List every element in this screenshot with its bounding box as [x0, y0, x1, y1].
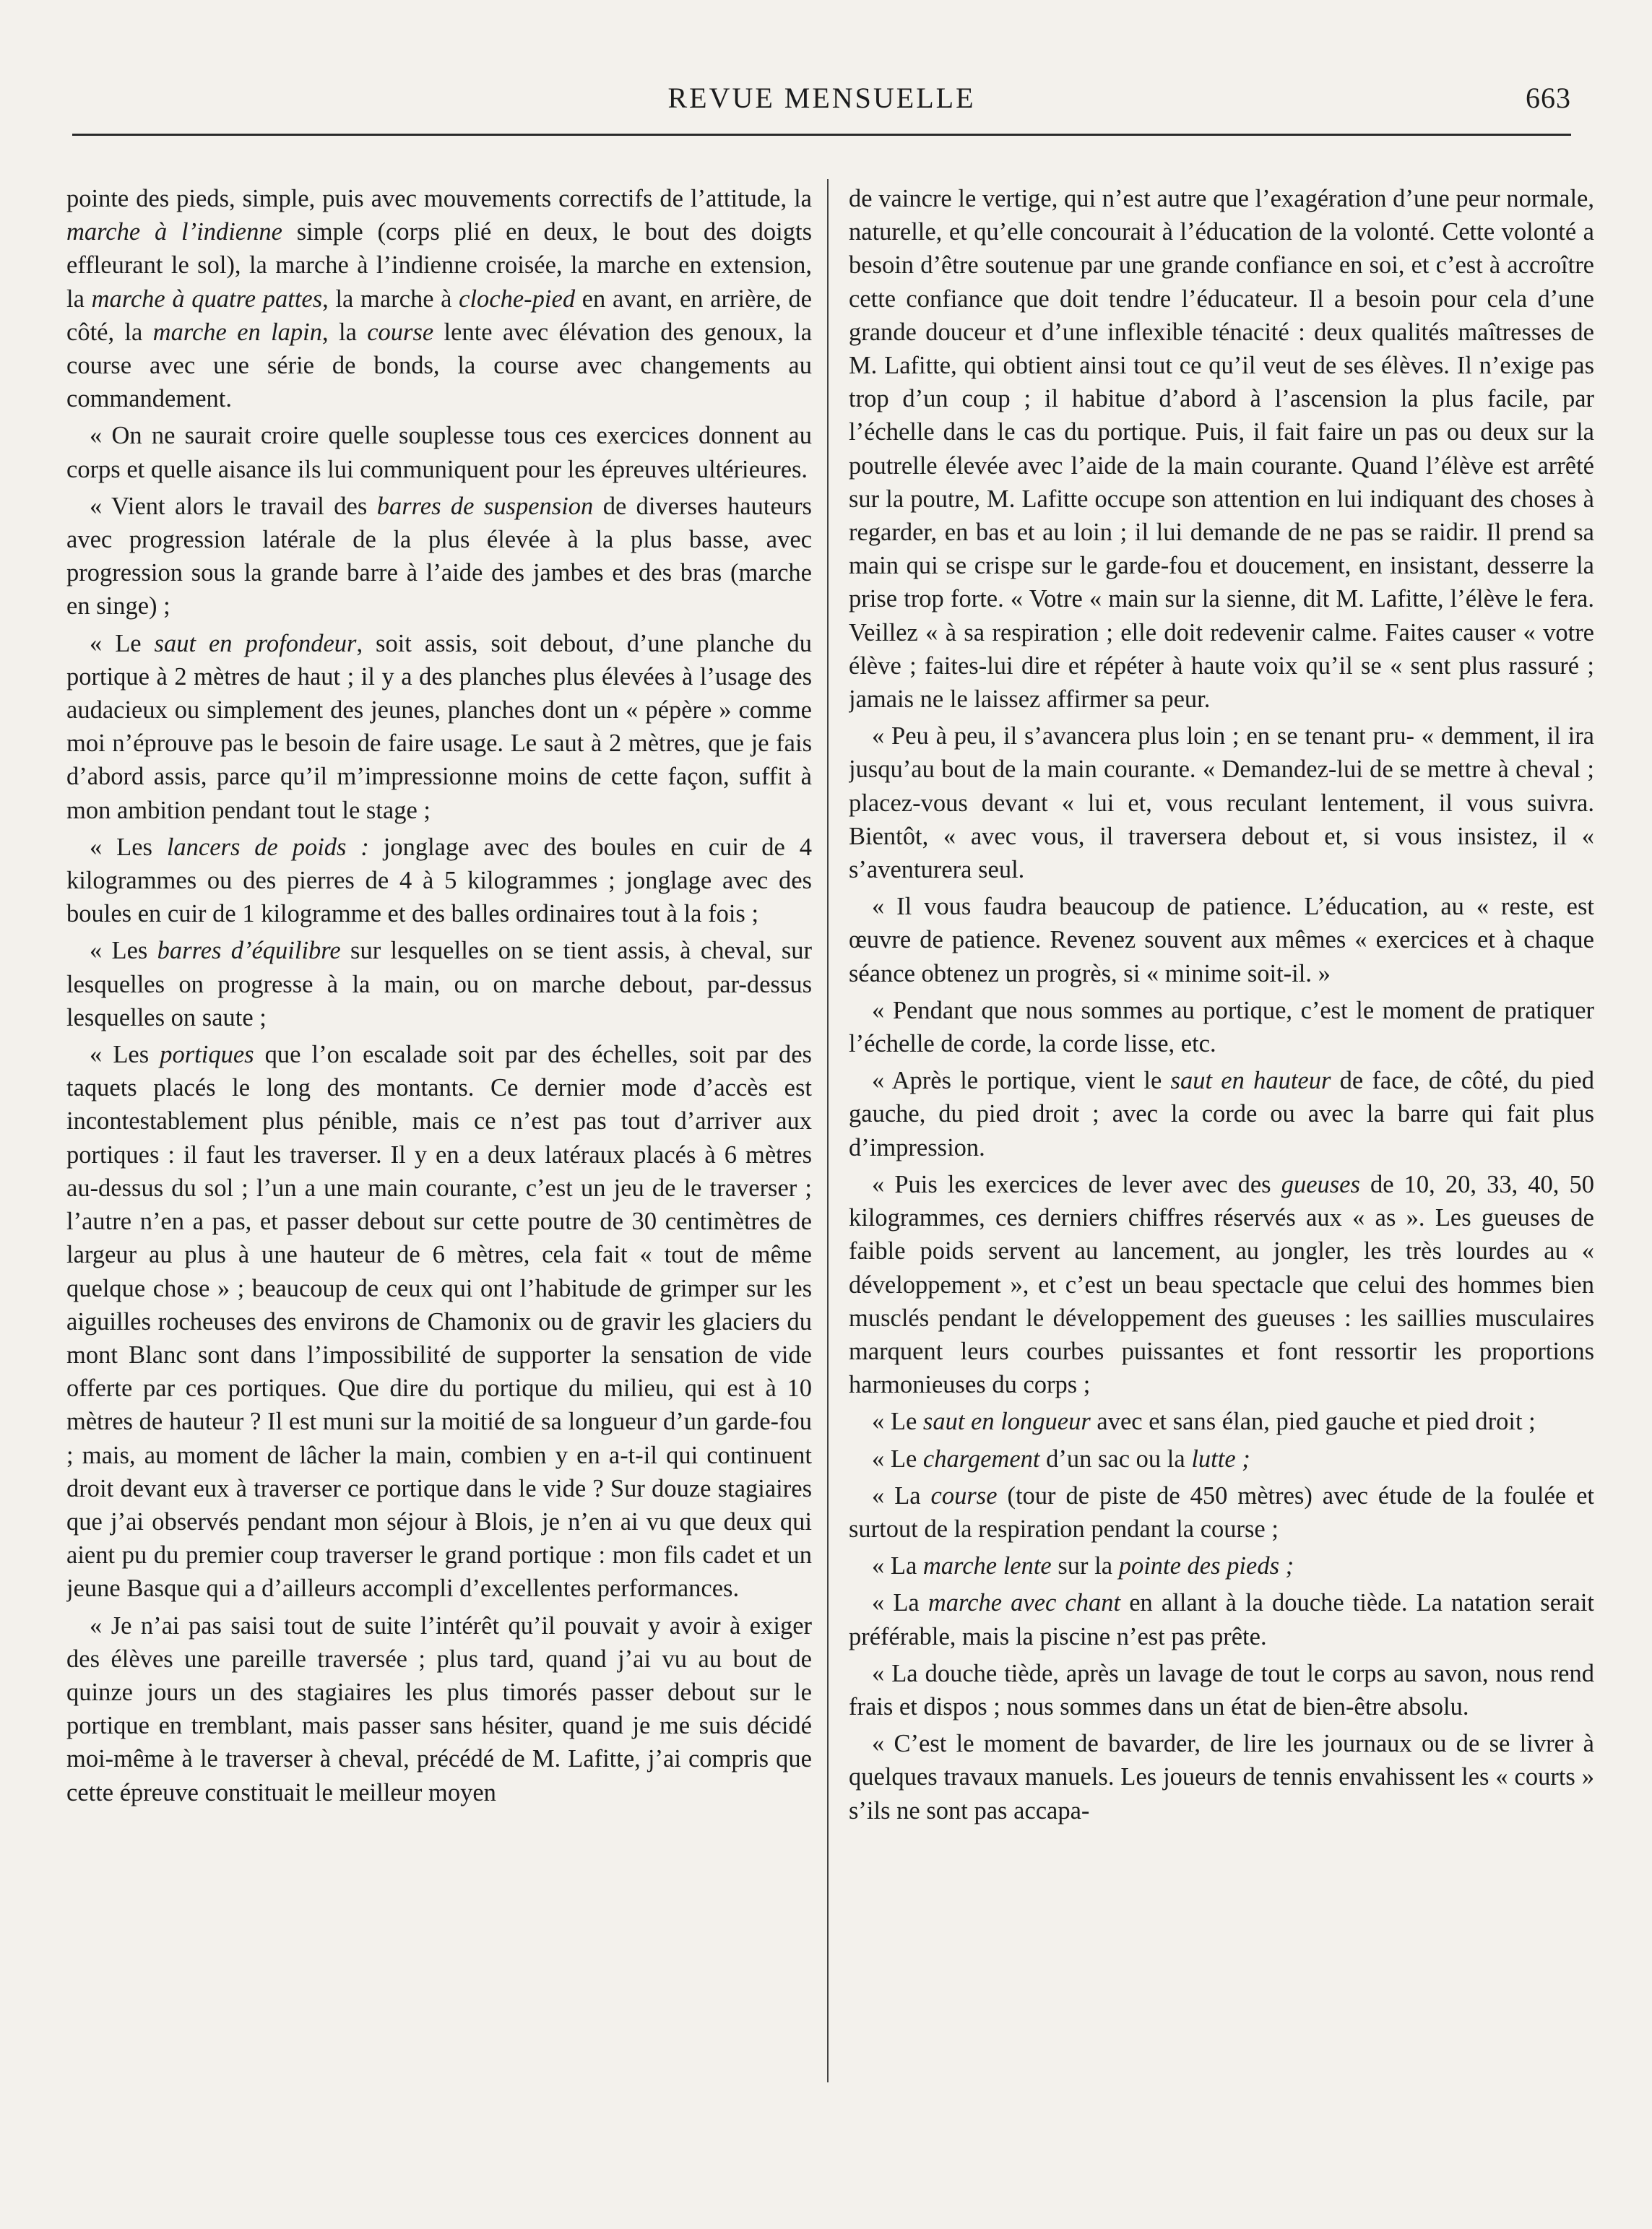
paragraph: « La course (tour de piste de 450 mètres) avec étude de la foulée et surtout de la respiration pendant la course ;	[849, 1481, 1594, 1543]
paragraph: « Puis les exercices de lever avec des gueuses de 10, 20, 33, 40, 50 kilogrammes, ces derniers chiffres réservés aux « as ». Les gueuses de faible poids servent au lancement, au jongler, les très lourdes au « développement », et c’est un beau spectacle que celui des hommes bien musclés pendant le développement des gueuses : les saillies musculaires marquent leurs courbes puissantes et font ressortir les proportions harmonieuses du corps ;	[849, 1170, 1594, 1399]
paragraph: « Les portiques que l’on escalade soit par des échelles, soit par des taquets placés le long des montants. Ce dernier mode d’accès est incontestablement plus pénible, mais ce n’est pas tout d’arriver aux portiques : il faut les traverser. Il y en a deux latéraux placés à 6 mètres au-dessus du sol ; l’un a une main courante, c’est un jeu de le traverser ; l’autre n’en a pas, et passer debout sur cette poutre de 30 centimètres de largeur au plus à une hauteur de 6 mètres, cela fait « tout de même quelque chose » ; beaucoup de ceux qui ont l’habitude de grimper sur les aiguilles rocheuses des environs de Chamonix ou de gravir les glaciers du mont Blanc sont dans l’impossibilité de supporter la sensation de vide offerte par ces portiques. Que dire du portique du milieu, qui est à 10 mètres de hauteur ? Il est muni sur la moitié de sa longueur d’un garde-fou ; mais, au moment de lâcher la main, combien y en a-t-il qui continuent droit devant eux à traverser ce portique dans le vide ? Sur douze stagiaires que j’ai observés pendant mon séjour à Blois, je n’en ai vu que deux qui aient pu du premier coup traverser le grand portique : mon fils cadet et un jeune Basque qui a d’ailleurs accompli d’excellentes performances.	[66, 1041, 812, 1603]
italic-run: chargement	[922, 1445, 1040, 1473]
paragraph: « Je n’ai pas saisi tout de suite l’intérêt qu’il pouvait y avoir à exiger des élèves une pareille traversée ; plus tard, quand j’ai vu au bout de quinze jours un des stagiaires les plus timorés passer debout sur le portique en tremblant, mais passer sans hésiter, quand je me suis décidé moi-même à le traverser à cheval, précédé de M. Lafitte, j’ai compris que cette épreuve constituait le meilleur moyen	[66, 1611, 812, 1806]
italic-run: cloche-pied	[459, 285, 576, 313]
paragraph: de vaincre le vertige, qui n’est autre que l’exagération d’une peur normale, naturelle, et qu’elle concourait à l’éducation de la volonté. Cette volonté a besoin d’être soutenue par une grande confiance en soi, et c’est à accroître cette confiance que doit tendre l’éducateur. Il a besoin pour cela d’une grande douceur et d’une inflexible ténacité : deux qualités maîtresses de M. Lafitte, qui obtient ainsi tout ce qu’il veut de ses élèves. Il n’exige pas trop d’un coup ; il habitue d’abord à l’ascension la plus facile, par l’échelle dans le cas du portique. Puis, il fait faire un pas ou deux sur la poutrelle élevée avec l’aide de la main courante. Quand l’élève est arrêté sur la poutre, M. Lafitte occupe son attention en lui indiquant des choses à regarder, en bas et au loin ; il lui demande de ne pas se raidir. Il prend sa main qui se crispe sur le garde-fou et doucement, en insistant, desserre la prise trop forte. « Votre « main sur la sienne, dit M. Lafitte, l’élève le fera. Veillez « à sa respiration ; elle doit redevenir calme. Faites causer « votre élève ; faites-lui dire et répéter à haute voix qu’il se « sent plus rassuré ; jamais ne le laissez affirmer sa peur.	[849, 185, 1594, 714]
paragraph: « On ne saurait croire quelle souplesse tous ces exercices donnent au corps et quelle aisance ils lui communiquent pour les épreuves ultérieures.	[66, 422, 812, 483]
right-column	[849, 182, 1594, 2089]
italic-run: marche lente	[922, 1552, 1052, 1580]
italic-run: marche avec chant	[927, 1589, 1121, 1617]
paragraph: pointe des pieds, simple, puis avec mouvements correctifs de l’attitude, la marche à l’indienne simple (corps plié en deux, le bout des doigts effleurant le sol), la marche à l’indienne croisée, la marche en extension, la marche à quatre pattes, la marche à cloche-pied en avant, en arrière, de côté, la marche en lapin, la course lente avec élévation des genoux, la course avec une série de bonds, la course avec changements au commandement.	[66, 185, 812, 413]
italic-run: barres d’équilibre	[157, 937, 341, 965]
italic-run: lancers de poids :	[166, 833, 369, 861]
page-number: 663	[1526, 82, 1571, 114]
italic-run: marche en lapin	[152, 318, 323, 346]
italic-run: portiques	[160, 1041, 254, 1069]
italic-run: pointe des pieds ;	[1118, 1552, 1294, 1580]
paragraph: « Les lancers de poids : jonglage avec des boules en cuir de 4 kilogrammes ou des pierres de 4 à 5 kilogrammes ; jonglage avec des boules en cuir de 1 kilogramme et des balles ordinaires tout à la fois ;	[66, 833, 812, 928]
paragraph: « Le saut en longueur avec et sans élan, pied gauche et pied droit ;	[872, 1408, 1536, 1436]
column-divider	[827, 179, 829, 2082]
paragraph: « Les barres d’équilibre sur lesquelles on se tient assis, à cheval, sur lesquelles on progresse à la main, ou on marche debout, par-dessus lesquelles on saute ;	[66, 937, 812, 1031]
italic-run: marche à l’indienne	[66, 218, 282, 246]
italic-run: saut en hauteur	[1170, 1067, 1331, 1095]
paragraph: « La marche lente sur la pointe des pieds ;	[872, 1552, 1294, 1580]
italic-run: course	[367, 318, 434, 346]
italic-run: saut en profondeur	[154, 629, 357, 657]
paragraph: « Pendant que nous sommes au portique, c’est le moment de pratiquer l’échelle de corde, la corde lisse, etc.	[849, 996, 1594, 1058]
header-rule	[72, 134, 1571, 136]
italic-run: barres de suspension	[376, 492, 594, 520]
paragraph: « La marche avec chant en allant à la douche tiède. La natation serait préférable, mais la piscine n’est pas prête.	[849, 1589, 1594, 1650]
paragraph: « Il vous faudra beaucoup de patience. L’éducation, au « reste, est œuvre de patience. Revenez souvent aux mêmes « exercices et à chaque séance obtenez un progrès, si « minime soit-il. »	[849, 893, 1594, 987]
journal-title: REVUE MENSUELLE	[667, 82, 976, 114]
paragraph: « Après le portique, vient le saut en hauteur de face, de côté, du pied gauche, du pied droit ; avec la corde ou avec la barre qui fait plus d’impression.	[849, 1067, 1594, 1161]
paragraph: « Le chargement d’un sac ou la lutte ;	[872, 1445, 1250, 1473]
italic-run: saut en longueur	[922, 1408, 1091, 1436]
italic-run: lutte ;	[1191, 1445, 1250, 1473]
paragraph: « C’est le moment de bavarder, de lire les journaux ou de se livrer à quelques travaux manuels. Les joueurs de tennis envahissent les « courts » s’ils ne sont pas accapa-	[849, 1730, 1594, 1825]
paragraph: « La douche tiède, après un lavage de tout le corps au savon, nous rend frais et dispos ; nous sommes dans un état de bien-être absolu.	[849, 1659, 1594, 1721]
italic-run: course	[930, 1481, 998, 1510]
italic-run: gueuses	[1281, 1170, 1360, 1198]
running-header	[72, 81, 1571, 124]
italic-run: marche à quatre pattes	[91, 285, 323, 313]
paragraph: « Le saut en profondeur, soit assis, soit debout, d’une planche du portique à 2 mètres de haut ; il y a des planches plus élevées à l’usage des audacieux ou simplement des jeunes, planches dont un « pépère » comme moi n’éprouve pas le besoin de faire usage. Le saut à 2 mètres, que je fais d’abord assis, parce qu’il m’impressionne moins de cette façon, suffit à mon ambition pendant tout le stage ;	[66, 629, 812, 824]
paragraph: « Vient alors le travail des barres de suspension de diverses hauteurs avec progression latérale de la plus élevée à la plus basse, avec progression sous la grande barre à l’aide des jambes et des bras (marche en singe) ;	[66, 492, 812, 620]
paragraph: « Peu à peu, il s’avancera plus loin ; en se tenant pru- « demment, il ira jusqu’au bout de la main courante. « Demandez-lui de se mettre à cheval ; placez-vous devant « lui et, vous reculant lentement, il vous suivra. Bientôt, « avec vous, il traversera debout et, si vous insistez, il « s’aventurera seul.	[849, 722, 1594, 884]
left-column	[66, 182, 812, 2089]
